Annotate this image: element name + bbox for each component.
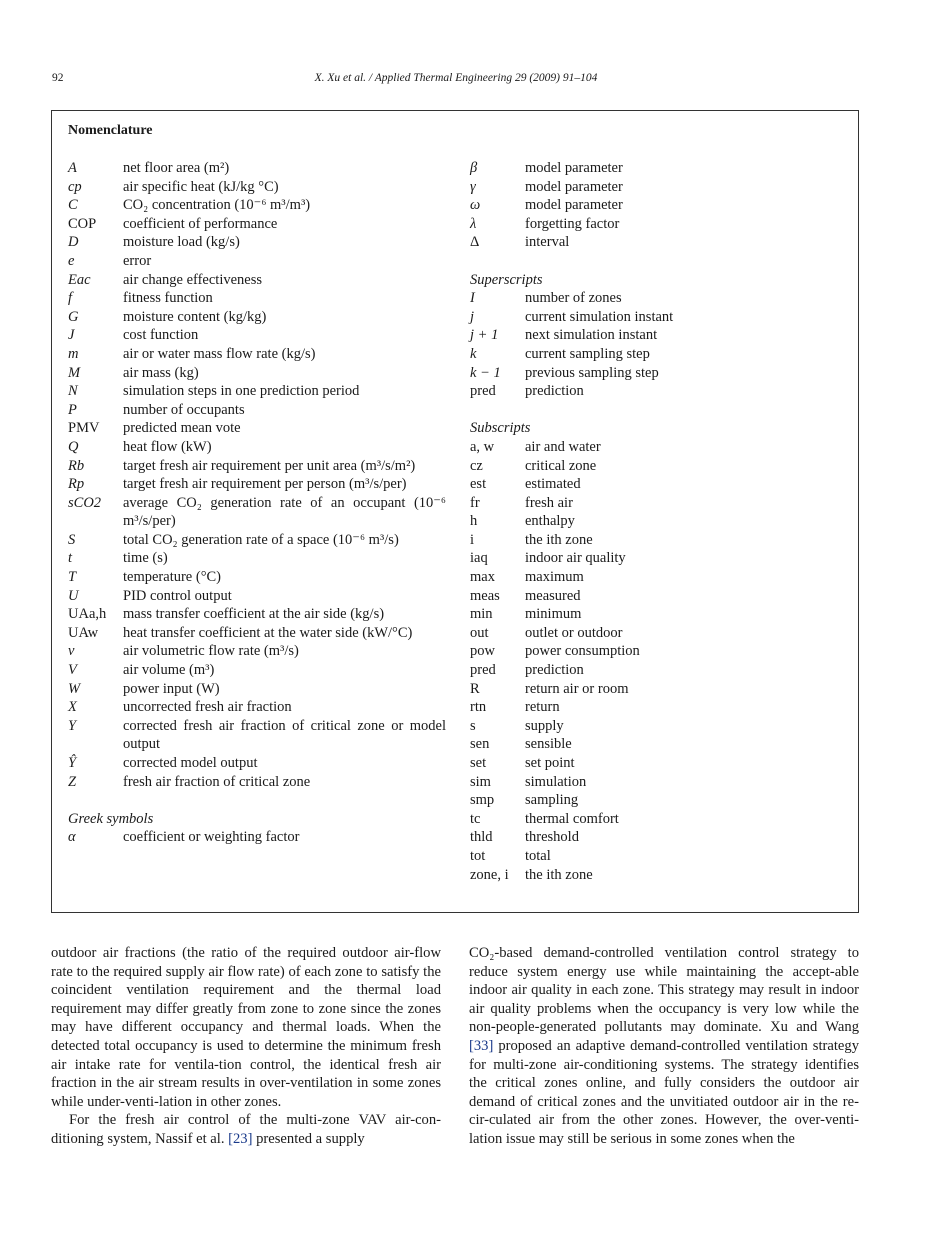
nomenclature-definition: prediction — [525, 662, 584, 679]
nomenclature-entry — [470, 568, 850, 587]
nomenclature-definition: CO₂ concentration (10⁻⁶ m³/m³) — [123, 197, 311, 214]
nomenclature-definition: error — [123, 252, 152, 269]
nomenclature-entry — [68, 438, 446, 457]
nomenclature-symbol: R — [470, 680, 480, 697]
nomenclature-symbol: γ — [470, 178, 476, 195]
page-header — [52, 72, 860, 90]
nomenclature-definition: air volumetric flow rate (m³/s) — [123, 643, 299, 660]
nomenclature-symbol: meas — [470, 587, 500, 604]
page-number: 92 — [52, 72, 64, 84]
nomenclature-definition: air and water — [525, 438, 601, 455]
nomenclature-symbol: COP — [68, 215, 97, 232]
running-title: X. Xu et al. / Applied Thermal Engineering 29 (2009) 91–104 — [314, 72, 598, 84]
nomenclature-symbol: e — [68, 252, 75, 269]
nomenclature-definition: model parameter — [525, 160, 623, 176]
nomenclature-definition: target fresh air requirement per unit area (m³/s/m²) — [123, 457, 416, 474]
nomenclature-symbol: cp — [68, 178, 82, 195]
nomenclature-symbol: out — [470, 624, 489, 641]
nomenclature-entry — [470, 642, 850, 661]
nomenclature-left-column — [68, 159, 446, 847]
nomenclature-entry — [68, 345, 446, 364]
nomenclature-definition: next simulation instant — [525, 327, 658, 344]
nomenclature-symbol: A — [68, 160, 77, 176]
nomenclature-entry — [470, 754, 850, 773]
nomenclature-symbol: iaq — [470, 550, 488, 567]
nomenclature-entry — [470, 587, 850, 606]
nomenclature-symbol: m — [68, 345, 79, 362]
nomenclature-symbol: cz — [470, 457, 483, 474]
nomenclature-definition: corrected model output — [123, 755, 258, 771]
nomenclature-definition: return air or room — [525, 680, 629, 697]
nomenclature-symbol: h — [470, 513, 478, 530]
nomenclature-symbol: Y — [68, 717, 77, 734]
nomenclature-definition: number of occupants — [123, 401, 245, 418]
nomenclature-entry — [68, 457, 446, 476]
nomenclature-definition: previous sampling step — [525, 364, 659, 381]
nomenclature-entry — [68, 233, 446, 252]
body-paragraph — [51, 1111, 441, 1148]
nomenclature-entry — [470, 289, 850, 308]
nomenclature-entry — [68, 308, 446, 327]
nomenclature-entry — [68, 364, 446, 383]
nomenclature-entry — [68, 587, 446, 606]
nomenclature-definition: corrected fresh air fraction of critical zone or model output — [123, 717, 446, 753]
nomenclature-definition: total CO₂ generation rate of a space (10⁻⁶ m³/s) — [123, 531, 399, 548]
nomenclature-definition: average CO₂ generation rate of an occupant (10⁻⁶ m³/s/per) — [123, 494, 446, 530]
nomenclature-symbol: a, w — [470, 438, 495, 455]
nomenclature-definition: coefficient or weighting factor — [123, 829, 300, 846]
nomenclature-symbol: U — [68, 587, 79, 604]
body-text: presented a supply — [252, 1130, 365, 1147]
nomenclature-entry — [68, 717, 446, 754]
nomenclature-entry — [470, 531, 850, 550]
nomenclature-definition: air volume (m³) — [123, 662, 215, 679]
nomenclature-symbol: j + 1 — [470, 327, 499, 344]
nomenclature-entry — [68, 624, 446, 643]
nomenclature-definition: fitness function — [123, 290, 213, 307]
nomenclature-symbol: λ — [470, 215, 477, 232]
nomenclature-symbol: tc — [470, 810, 481, 827]
nomenclature-symbol: i — [470, 531, 475, 548]
spacer — [470, 401, 850, 420]
nomenclature-symbol: Δ — [470, 234, 480, 251]
nomenclature-entry — [68, 661, 446, 680]
nomenclature-symbol: s — [470, 717, 476, 734]
nomenclature-definition: heat transfer coefficient at the water side (kW/°C) — [123, 624, 413, 641]
nomenclature-entry — [470, 345, 850, 364]
nomenclature-symbol: UAw — [68, 624, 99, 641]
nomenclature-entry — [470, 512, 850, 531]
citation-link[interactable]: [33] — [469, 1037, 494, 1054]
body-paragraph — [469, 944, 859, 1149]
nomenclature-symbol: sim — [470, 773, 491, 790]
nomenclature-definition: power input (W) — [123, 680, 220, 697]
nomenclature-entry — [68, 754, 446, 773]
nomenclature-entry — [470, 159, 850, 178]
nomenclature-symbol: I — [470, 290, 475, 307]
nomenclature-definition: net floor area (m²) — [123, 160, 230, 176]
nomenclature-entry — [68, 401, 446, 420]
nomenclature-symbol: C — [68, 197, 78, 214]
nomenclature-definition: predicted mean vote — [123, 420, 241, 437]
nomenclature-definition: uncorrected fresh air fraction — [123, 699, 292, 716]
nomenclature-entry — [68, 475, 446, 494]
nomenclature-symbol: UAa,h — [68, 606, 107, 623]
nomenclature-symbol: set — [470, 755, 487, 771]
nomenclature-entry — [470, 382, 850, 401]
nomenclature-definition: fresh air — [525, 494, 573, 511]
nomenclature-symbol: tot — [470, 847, 486, 864]
nomenclature-definition: power consumption — [525, 643, 640, 660]
nomenclature-symbol: X — [68, 699, 77, 716]
nomenclature-definition: time (s) — [123, 550, 168, 567]
nomenclature-symbol: min — [470, 606, 493, 623]
body-text: For the fresh air control of the multi-zone VAV air-con-ditioning system, Nassif et al. — [51, 1112, 441, 1147]
nomenclature-entry — [68, 773, 446, 792]
nomenclature-symbol: β — [470, 160, 478, 176]
nomenclature-symbol: W — [68, 680, 81, 697]
nomenclature-definition: outlet or outdoor — [525, 624, 623, 641]
nomenclature-entry — [470, 308, 850, 327]
nomenclature-symbol: N — [68, 383, 78, 400]
spacer — [68, 791, 446, 810]
nomenclature-box — [51, 110, 859, 913]
nomenclature-entry — [68, 196, 446, 215]
nomenclature-symbol: max — [470, 569, 495, 586]
nomenclature-entry — [68, 382, 446, 401]
nomenclature-symbol: M — [68, 364, 81, 381]
nomenclature-entry — [470, 215, 850, 234]
nomenclature-symbol: pred — [470, 383, 496, 400]
nomenclature-entry — [470, 717, 850, 736]
nomenclature-entry — [470, 326, 850, 345]
nomenclature-definition: return — [525, 699, 560, 716]
nomenclature-entry — [68, 326, 446, 345]
nomenclature-definition: estimated — [525, 476, 581, 493]
body-column-left — [51, 944, 441, 1149]
nomenclature-symbol: V — [68, 662, 77, 679]
nomenclature-symbol: pred — [470, 662, 496, 679]
nomenclature-entry — [68, 642, 446, 661]
nomenclature-definition: current simulation instant — [525, 308, 674, 325]
nomenclature-entry — [68, 680, 446, 699]
nomenclature-entry — [470, 549, 850, 568]
nomenclature-definition: forgetting factor — [525, 215, 620, 232]
nomenclature-definition: the ith zone — [525, 531, 593, 548]
nomenclature-entry — [470, 364, 850, 383]
nomenclature-symbol: pow — [470, 643, 495, 660]
nomenclature-definition: the ith zone — [525, 866, 593, 883]
nomenclature-symbol: D — [68, 234, 79, 251]
nomenclature-symbol: f — [68, 290, 73, 307]
nomenclature-title: Nomenclature — [68, 123, 153, 138]
nomenclature-definition: fresh air fraction of critical zone — [123, 773, 311, 790]
nomenclature-section-heading: Greek symbols — [68, 810, 154, 827]
nomenclature-entry — [470, 233, 850, 252]
nomenclature-entry — [470, 773, 850, 792]
nomenclature-definition: interval — [525, 234, 570, 251]
nomenclature-definition: prediction — [525, 383, 584, 400]
nomenclature-definition: threshold — [525, 829, 579, 846]
nomenclature-definition: current sampling step — [525, 345, 650, 362]
nomenclature-entry — [68, 159, 446, 178]
nomenclature-symbol: rtn — [470, 699, 487, 716]
nomenclature-entry — [470, 605, 850, 624]
nomenclature-entry — [68, 531, 446, 550]
nomenclature-definition: measured — [525, 587, 581, 604]
nomenclature-symbol: α — [68, 829, 76, 846]
nomenclature-definition: total — [525, 847, 551, 864]
nomenclature-definition: model parameter — [525, 197, 623, 214]
nomenclature-entry — [68, 271, 446, 290]
nomenclature-definition: temperature (°C) — [123, 569, 221, 586]
nomenclature-entry — [68, 568, 446, 587]
nomenclature-symbol: Eac — [68, 271, 91, 288]
nomenclature-entry — [470, 178, 850, 197]
nomenclature-symbol: J — [68, 327, 75, 344]
nomenclature-symbol: est — [470, 476, 487, 493]
nomenclature-definition: number of zones — [525, 290, 622, 307]
nomenclature-entry — [68, 698, 446, 717]
body-text: CO₂-based demand-controlled ventilation control strategy to reduce system energy use while maintaining the accept-able indoor air quality in each zone. This strategy may result in indoor air quality problems when the occupancy is very low while the non-people-generated pollutants may dominate. Xu and Wang — [469, 945, 859, 1036]
nomenclature-entry — [470, 810, 850, 829]
nomenclature-definition: model parameter — [525, 178, 623, 195]
nomenclature-definition: target fresh air requirement per person (m³/s/per) — [123, 476, 407, 493]
nomenclature-right-column — [470, 159, 850, 884]
nomenclature-entry — [68, 252, 446, 271]
nomenclature-symbol: sCO2 — [68, 494, 102, 511]
nomenclature-symbol: G — [68, 308, 79, 325]
nomenclature-entry — [470, 475, 850, 494]
nomenclature-definition: minimum — [525, 606, 582, 623]
nomenclature-definition: thermal comfort — [525, 810, 619, 827]
nomenclature-symbol: k — [470, 345, 477, 362]
body-paragraph: outdoor air fractions (the ratio of the required outdoor air-flow rate to the required supply air flow rate) of each zone to satisfy the coincident ventilation requirement and the thermal load requirement may differ greatly from zone to zone since the zones may have different occupancy and thermal loads. When the detected total occupancy is used to determine the minimum fresh air intake rate for ventila-tion control, the identical fresh air fraction in the air stream results in over-ventilation in some zones while under-venti-lation in other zones. — [51, 945, 441, 1110]
nomenclature-definition: cost function — [123, 327, 199, 344]
nomenclature-definition: coefficient of performance — [123, 215, 278, 232]
nomenclature-symbol: t — [68, 550, 73, 567]
nomenclature-symbol: v — [68, 643, 75, 660]
body-column-right — [469, 944, 859, 1149]
nomenclature-symbol: S — [68, 531, 76, 548]
nomenclature-definition: air specific heat (kJ/kg °C) — [123, 178, 279, 195]
nomenclature-entry — [68, 605, 446, 624]
nomenclature-symbol: j — [470, 308, 475, 325]
nomenclature-definition: sensible — [525, 736, 572, 753]
nomenclature-symbol: P — [68, 401, 77, 418]
nomenclature-definition: PID control output — [123, 587, 232, 604]
nomenclature-entry — [470, 698, 850, 717]
nomenclature-definition: enthalpy — [525, 513, 575, 530]
nomenclature-entry — [68, 494, 446, 531]
spacer — [470, 252, 850, 271]
nomenclature-entry — [470, 828, 850, 847]
nomenclature-entry — [470, 494, 850, 513]
nomenclature-symbol: sen — [470, 736, 490, 753]
nomenclature-entry — [68, 549, 446, 568]
nomenclature-symbol: PMV — [68, 420, 100, 437]
nomenclature-symbol: smp — [470, 792, 495, 809]
body-text: proposed an adaptive demand-controlled ventilation strategy for multi-zone air-conditioning systems. The strategy identifies the critical zones online, and fully considers the outdoor air demand of critical zones and the unvitiated outdoor air in the re-cir-culated air from the other zones. However, the over-venti-lation issue may still be serious in some zones when the — [469, 1037, 859, 1147]
citation-link[interactable]: [23] — [228, 1130, 253, 1147]
nomenclature-symbol: fr — [470, 494, 480, 511]
nomenclature-entry — [470, 866, 850, 885]
nomenclature-entry — [470, 791, 850, 810]
nomenclature-definition: indoor air quality — [525, 550, 626, 567]
nomenclature-definition: air change effectiveness — [123, 271, 263, 288]
nomenclature-entry — [470, 680, 850, 699]
nomenclature-entry — [470, 196, 850, 215]
nomenclature-symbol: Rb — [68, 457, 85, 474]
nomenclature-definition: air mass (kg) — [123, 364, 199, 381]
nomenclature-symbol: zone, i — [470, 866, 509, 883]
nomenclature-definition: simulation — [525, 773, 587, 790]
nomenclature-entry — [68, 215, 446, 234]
nomenclature-symbol: Ŷ — [68, 755, 77, 771]
nomenclature-definition: simulation steps in one prediction period — [123, 383, 360, 400]
nomenclature-entry — [470, 847, 850, 866]
nomenclature-entry — [470, 624, 850, 643]
nomenclature-entry — [68, 178, 446, 197]
nomenclature-definition: heat flow (kW) — [123, 438, 212, 455]
nomenclature-entry — [470, 438, 850, 457]
nomenclature-symbol: thld — [470, 829, 493, 846]
nomenclature-definition: moisture content (kg/kg) — [123, 308, 267, 325]
nomenclature-definition: air or water mass flow rate (kg/s) — [123, 345, 316, 362]
nomenclature-definition: maximum — [525, 569, 584, 586]
nomenclature-definition: supply — [525, 717, 564, 734]
nomenclature-definition: mass transfer coefficient at the air side (kg/s) — [123, 606, 385, 623]
nomenclature-entry — [470, 457, 850, 476]
nomenclature-section-heading: Superscripts — [470, 271, 543, 288]
nomenclature-symbol: Z — [68, 773, 77, 790]
nomenclature-entry — [470, 661, 850, 680]
nomenclature-symbol: Q — [68, 438, 79, 455]
nomenclature-entry — [68, 828, 446, 847]
nomenclature-definition: moisture load (kg/s) — [123, 234, 240, 251]
nomenclature-symbol: T — [68, 569, 77, 586]
nomenclature-symbol: k − 1 — [470, 364, 501, 381]
nomenclature-definition: sampling — [525, 792, 579, 809]
nomenclature-symbol: ω — [470, 197, 481, 214]
nomenclature-definition: set point — [525, 755, 575, 771]
nomenclature-entry — [68, 419, 446, 438]
nomenclature-entry — [470, 735, 850, 754]
nomenclature-section-heading: Subscripts — [470, 420, 531, 437]
nomenclature-symbol: Rp — [68, 476, 85, 493]
nomenclature-entry — [68, 289, 446, 308]
nomenclature-definition: critical zone — [525, 457, 597, 474]
